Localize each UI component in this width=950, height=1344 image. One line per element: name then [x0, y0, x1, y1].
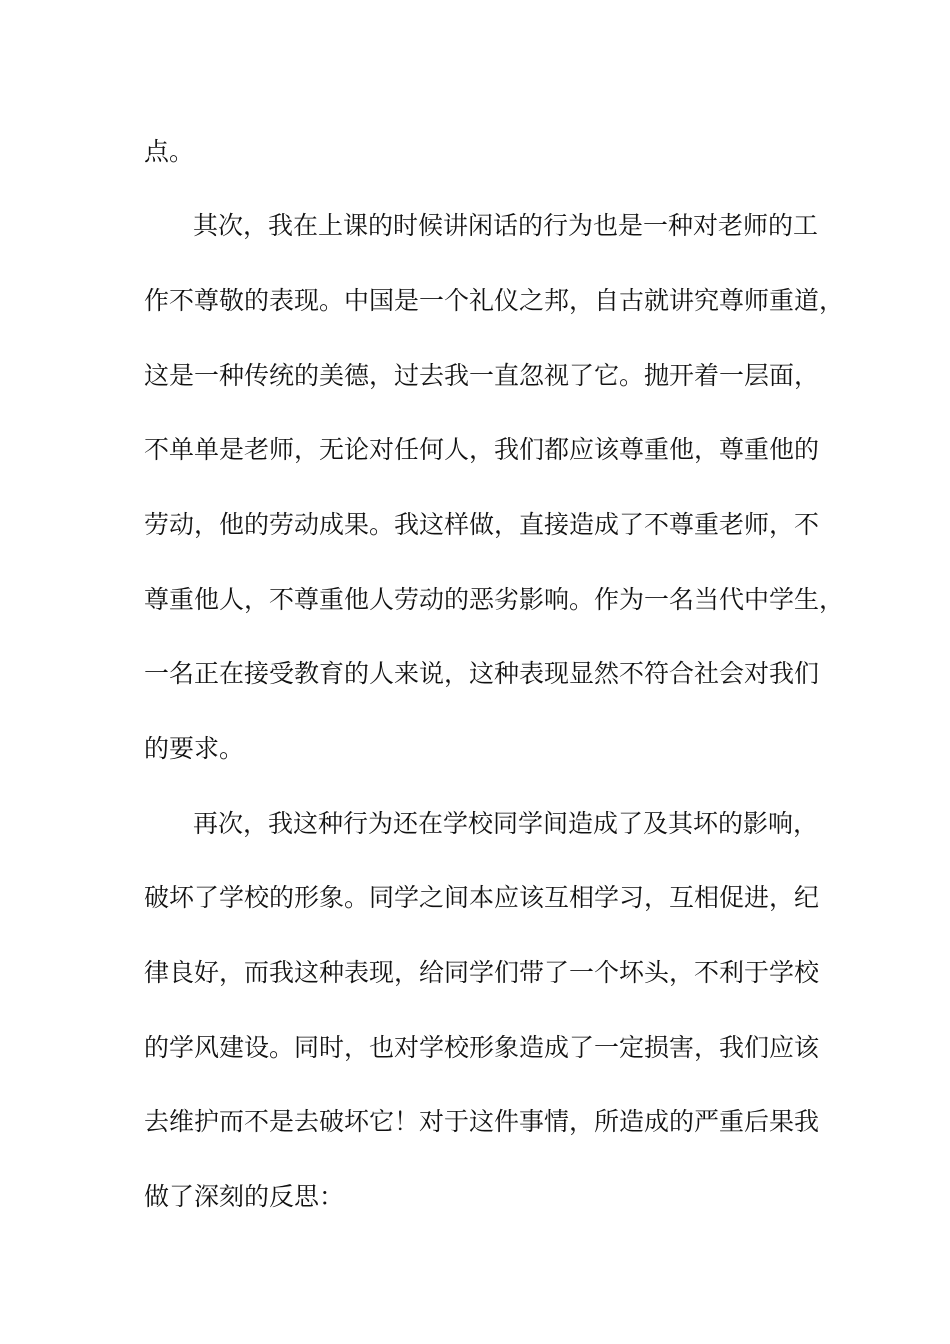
text-line-12: 律良好，而我这种表现，给同学们带了一个坏头，不利于学校	[144, 958, 820, 987]
text-line-9: 的要求。	[144, 734, 245, 763]
text-line-3: 作不尊敬的表现。中国是一个礼仪之邦，自古就讲究尊师重道，	[144, 286, 845, 315]
text-line-4: 这是一种传统的美德，过去我一直忽视了它。抛开着一层面，	[144, 361, 820, 390]
text-line-13: 的学风建设。同时，也对学校形象造成了一定损害，我们应该	[144, 1033, 820, 1062]
text-line-11: 破坏了学校的形象。同学之间本应该互相学习，互相促进，纪	[144, 883, 820, 912]
text-line-2: 其次，我在上课的时候讲闲话的行为也是一种对老师的工	[193, 211, 819, 240]
text-line-10: 再次，我这种行为还在学校同学间造成了及其坏的影响，	[193, 809, 819, 838]
text-line-7: 尊重他人，不尊重他人劳动的恶劣影响。作为一名当代中学生，	[144, 585, 845, 614]
text-line-1: 点。	[144, 137, 195, 166]
text-line-15: 做了深刻的反思：	[144, 1182, 345, 1211]
text-line-14: 去维护而不是去破坏它！对于这件事情，所造成的严重后果我	[144, 1107, 820, 1136]
text-line-6: 劳动，他的劳动成果。我这样做，直接造成了不尊重老师，不	[144, 510, 820, 539]
text-line-5: 不单单是老师，无论对任何人，我们都应该尊重他，尊重他的	[144, 435, 820, 464]
text-line-8: 一名正在接受教育的人来说，这种表现显然不符合社会对我们	[144, 659, 820, 688]
